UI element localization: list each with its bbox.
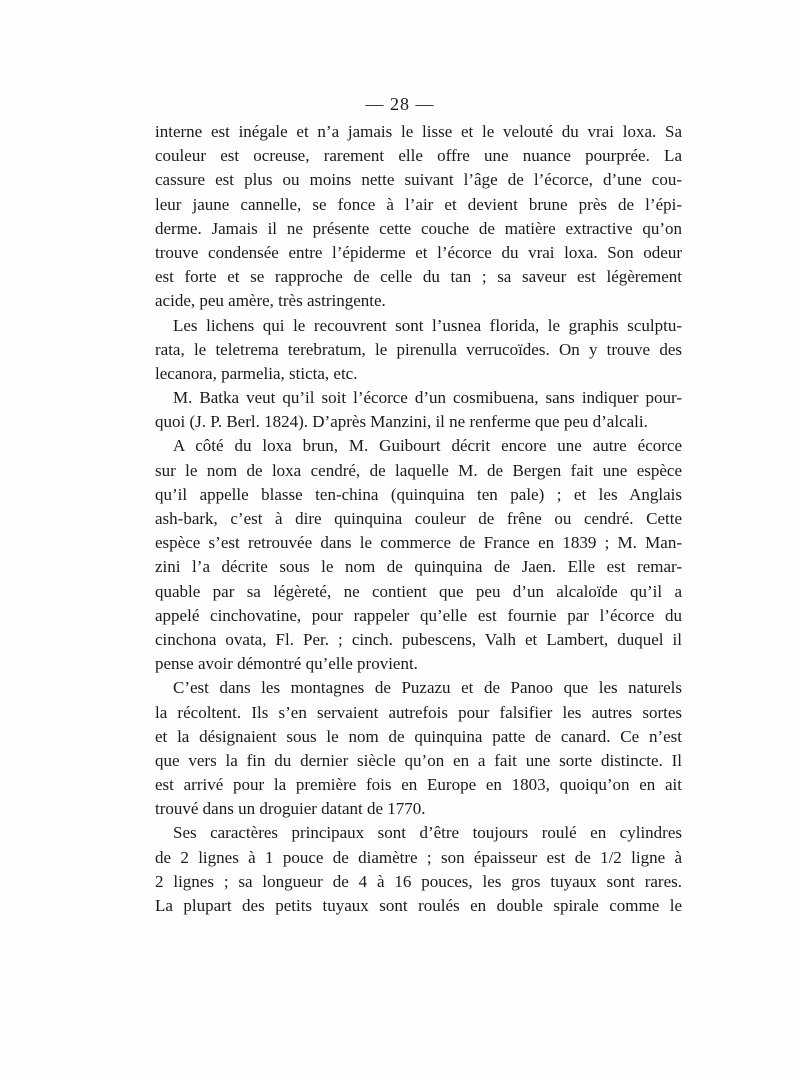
text-line: trouvé dans un droguier datant de 1770. [155,799,426,819]
text-line: espèce s’est retrouvée dans le commerce de France en 1839 ; M. Man- [155,533,682,553]
text-line: est arrivé pour la première fois en Europe en 1803, quoiqu’on en ait [155,775,682,795]
text-line: interne est inégale et n’a jamais le lisse et le velouté du vrai loxa. Sa [155,122,682,141]
text-line: ash-bark, c’est à dire quinquina couleur de frêne ou cendré. Cette [155,509,682,528]
text-line: trouve condensée entre l’épiderme et l’écorce du vrai loxa. Son odeur [155,242,682,262]
text-line: pense avoir démontré qu’elle provient. [155,654,418,674]
body-text [155,120,682,918]
text-line: La plupart des petits tuyaux sont roulés en double spirale comme le [155,896,682,915]
text-line: lecanora, parmelia, sticta, etc. [155,363,358,383]
text-line: est forte et se rapproche de celle du tan ; sa saveur est légèrement [155,267,682,287]
page-number: — 28 — [365,94,435,114]
text-line: M. Batka veut qu’il soit l’écorce d’un cosmibuena, sans indiquer pour- [173,388,682,408]
text-line: zini l’a décrite sous le nom de quinquina de Jaen. Elle est remar- [155,557,682,577]
text-line: sur le nom de loxa cendré, de laquelle M. de Bergen fait une espèce [155,460,682,480]
text-line: couleur est ocreuse, rarement elle offre une nuance pourprée. La [155,146,682,166]
text-line: appelé cinchovatine, pour rappeler qu’elle est fournie par l’écorce du [155,605,682,625]
text-line: acide, peu amère, très astringente. [155,291,386,311]
text-line: derme. Jamais il ne présente cette couche de matière extractive qu’on [155,218,682,238]
text-line: rata, le teletrema terebratum, le pirenulla verrucoïdes. On y trouve des [155,339,682,359]
text-line: que vers la fin du dernier siècle qu’on en a fait une sorte distincte. Il [155,750,682,770]
text-line: la récoltent. Ils s’en servaient autrefois pour falsifier les autres sortes [155,702,682,722]
text-line: et la désignaient sous le nom de quinquina patte de canard. Ce n’est [155,726,682,746]
text-line: A côté du loxa brun, M. Guibourt décrit encore une autre écorce [173,436,682,456]
text-line: cinchona ovata, Fl. Per. ; cinch. pubescens, Valh et Lambert, duquel il [155,629,682,649]
text-line: Ses caractères principaux sont d’être toujours roulé en cylindres [173,823,682,843]
text-line: quoi (J. P. Berl. 1824). D’après Manzini, il ne renferme que peu d’alcali. [155,412,648,432]
text-line: quable par sa légèreté, ne contient que peu d’un alcaloïde qu’il a [155,581,682,601]
text-line: cassure est plus ou moins nette suivant l’âge de l’écorce, d’une cou- [155,170,682,190]
text-line: qu’il appelle blasse ten-china (quinquina ten pale) ; et les Anglais [155,484,682,504]
text-line: de 2 lignes à 1 pouce de diamètre ; son épaisseur est de 1/2 ligne à [155,847,682,867]
text-line: C’est dans les montagnes de Puzazu et de Panoo que les naturels [173,678,682,698]
text-line: 2 lignes ; sa longueur de 4 à 16 pouces, les gros tuyaux sont rares. [155,871,682,891]
text-line: leur jaune cannelle, se fonce à l’air et devient brune près de l’épi- [155,194,682,214]
text-line: Les lichens qui le recouvrent sont l’usnea florida, le graphis sculptu- [173,315,682,335]
